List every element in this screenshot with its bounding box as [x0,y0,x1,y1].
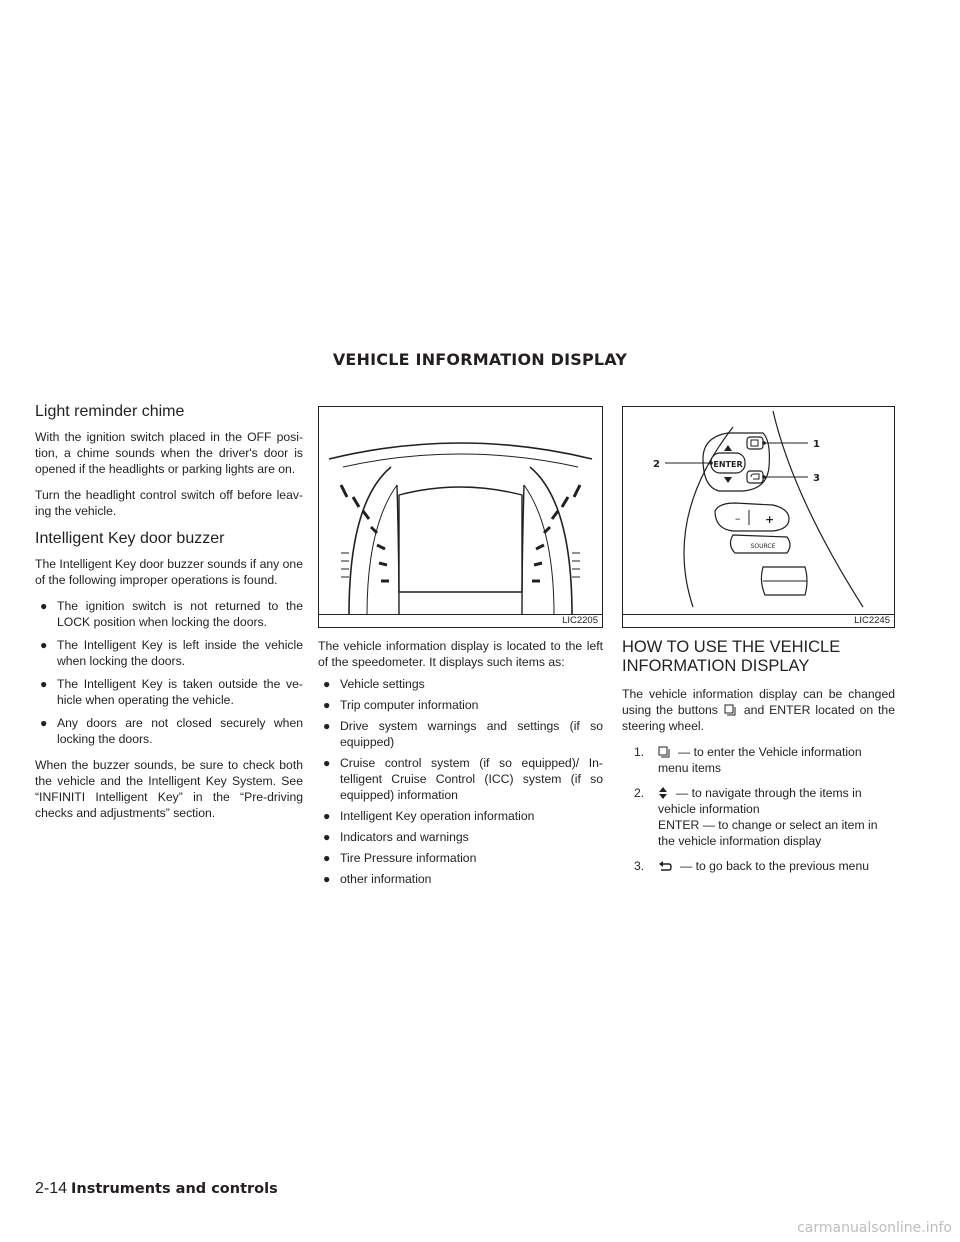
bullet-icon: ● [323,830,331,844]
list-item: ● Vehicle settings [323,677,425,691]
back-arrow-icon [658,861,672,873]
page-number: 2-14 [35,1180,68,1197]
list-item: ● The ignition switch is not returned to the LOCK position when locking the doors. [40,599,303,629]
figure-caption: LIC2205 [562,615,598,626]
list-item: 2. — to navigate through the items in vehicle information ENTER — to change or select an item in the vehicle information display [634,786,878,848]
bullet-icon: ● [323,698,331,712]
meter-drawing [319,407,602,615]
bullet-icon: ● [40,638,48,652]
list-item: ● The Intelligent Key is taken outside the ve- hicle when operating the vehicle. [40,677,303,707]
column-right [622,406,895,883]
key-buzzer-heading: Intelligent Key door buzzer [35,530,225,547]
svg-text:–: – [735,512,741,525]
column-left [35,402,303,831]
light-reminder-text-2: Turn the headlight control switch off before leav- ing the vehicle. [35,488,303,518]
list-item: ● Drive system warnings and settings (if so equipped) [323,719,603,749]
footer-section-title: Instruments and controls [71,1181,278,1197]
figure-caption-bar [319,614,602,627]
bullet-icon: ● [323,872,331,886]
how-to-use-intro: The vehicle information display can be changed using the buttons and ENTER located on the steering wheel. [622,687,895,733]
how-to-use-heading: HOW TO USE THE VEHICLE INFORMATION DISPLAY [622,638,841,675]
bullet-icon: ● [323,851,331,865]
button-steps-list [622,744,895,874]
display-intro: The vehicle information display is located to the left of the speedometer. It displays such items as: [318,639,603,669]
display-items-list [318,676,603,887]
menu-button-icon [658,746,670,759]
bullet-icon: ● [323,809,331,823]
light-reminder-heading: Light reminder chime [35,403,185,420]
list-item: ● Any doors are not closed securely when locking the doors. [40,716,303,746]
key-buzzer-list [35,598,303,747]
callout-3: 3 [813,473,820,484]
figure-caption: LIC2245 [854,615,890,626]
source-label: SOURCE [750,543,776,550]
up-down-arrows-icon [658,786,668,800]
list-item: 3. — to go back to the previous menu [634,859,870,873]
list-item: 1. — to enter the Vehicle information menu items [634,745,862,775]
list-item: ● Trip computer information [323,698,479,712]
list-item: ● Intelligent Key operation information [323,809,535,823]
bullet-icon: ● [323,677,331,691]
list-item: ● Indicators and warnings [323,830,469,844]
steering-switch-drawing [623,407,894,615]
light-reminder-text-1: With the ignition switch placed in the OFF posi- tion, a chime sounds when the driver's door is opened if the headlights or parking lights are on. [35,430,303,476]
menu-button-icon [724,704,736,717]
bullet-icon: ● [40,599,48,613]
callout-1: 1 [813,439,820,450]
svg-text:+: + [765,513,775,526]
section-title: VEHICLE INFORMATION DISPLAY [332,350,628,369]
bullet-icon: ● [40,677,48,691]
bullet-icon: ● [323,756,331,770]
list-item: ● The Intelligent Key is left inside the vehicle when locking the doors. [40,638,303,668]
callout-2: 2 [653,459,660,470]
bullet-icon: ● [40,716,48,730]
enter-label: ENTER [713,460,743,469]
column-middle [318,406,603,897]
key-buzzer-intro: The Intelligent Key door buzzer sounds if any one of the following improper operations is found. [35,557,303,587]
steering-switch-illustration [622,406,895,628]
bullet-icon: ● [323,719,331,733]
watermark: carmanualsonline.info [797,1220,952,1236]
key-buzzer-note: When the buzzer sounds, be sure to check both the vehicle and the Intelligent Key System. See “INFINITI Intelligent Key” in the “Pre-driving checks and adjustments” section. [35,758,303,820]
page-footer [35,1180,278,1198]
list-item: ● Tire Pressure information [323,851,477,865]
list-item: ● other information [323,872,432,886]
list-item: ● Cruise control system (if so equipped)/ In- telligent Cruise Control (ICC) system (if so equipped) information [323,756,603,802]
meter-illustration [318,406,603,628]
